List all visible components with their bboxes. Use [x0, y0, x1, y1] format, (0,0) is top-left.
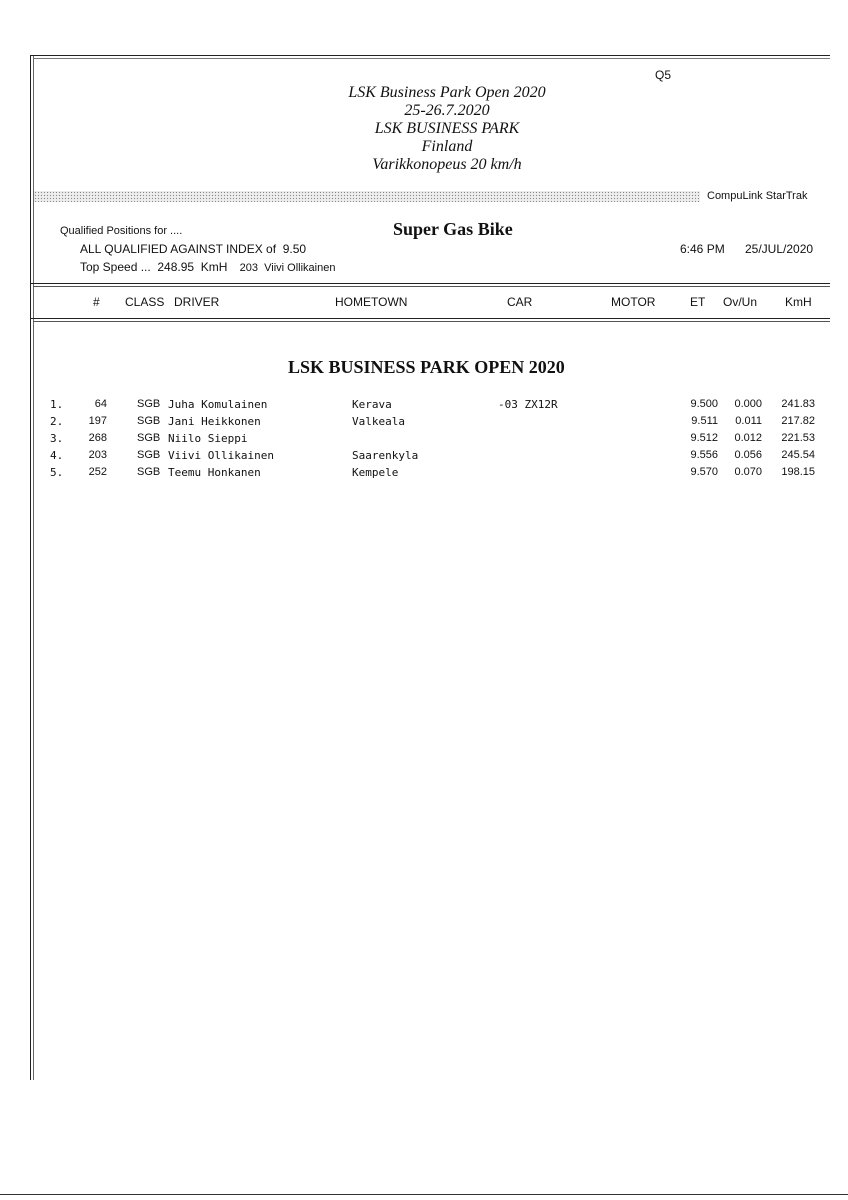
cell-ovun: 0.056	[734, 449, 762, 461]
cell-kmh: 198.15	[781, 466, 815, 478]
class-title: Super Gas Bike	[393, 219, 513, 239]
cell-driver: Jani Heikkonen	[168, 415, 261, 428]
cell-class: SGB	[137, 432, 161, 444]
cell-number: 252	[88, 466, 107, 478]
cell-position: 4.	[50, 449, 64, 462]
frame-top-line	[30, 55, 830, 56]
qualified-label: Qualified Positions for ....	[60, 225, 183, 237]
report-time: 6:46 PM	[680, 242, 725, 256]
cell-et: 9.511	[691, 415, 718, 427]
top-speed-driver: 203 Viivi Ollikainen	[239, 262, 336, 274]
event-dates: 25-26.7.2020	[404, 102, 490, 119]
frame-top-line-inner	[33, 58, 830, 59]
col-header-class: CLASS	[125, 295, 165, 309]
cell-kmh: 241.83	[781, 398, 815, 410]
cell-kmh: 217.82	[781, 415, 815, 427]
col-header-et: ET	[690, 295, 706, 309]
cell-position: 1.	[50, 398, 64, 411]
cell-position: 3.	[50, 432, 64, 445]
header-rule-top	[30, 283, 830, 284]
cell-number: 197	[88, 415, 107, 427]
cell-hometown: Valkeala	[352, 415, 405, 428]
index-line: ALL QUALIFIED AGAINST INDEX of 9.50	[80, 242, 307, 256]
section-title: LSK BUSINESS PARK OPEN 2020	[288, 357, 565, 377]
page-bottom-line	[0, 1194, 848, 1195]
col-header-number: #	[93, 295, 100, 309]
cell-number: 268	[88, 432, 107, 444]
cell-kmh: 245.54	[781, 449, 815, 461]
software-credit: CompuLink StarTrak	[707, 190, 808, 202]
col-header-hometown: HOMETOWN	[335, 295, 408, 309]
cell-ovun: 0.000	[734, 398, 762, 410]
page-code: Q5	[655, 68, 672, 82]
cell-driver: Teemu Honkanen	[168, 466, 261, 479]
cell-ovun: 0.070	[734, 466, 762, 478]
event-name: LSK Business Park Open 2020	[348, 84, 546, 101]
header-rule-top-inner	[33, 286, 830, 287]
cell-position: 5.	[50, 466, 64, 479]
cell-hometown: Kempele	[352, 466, 399, 479]
cell-et: 9.570	[690, 466, 718, 478]
event-country: Finland	[421, 138, 473, 155]
header-rule-bottom	[30, 318, 830, 319]
table-row	[0, 398, 848, 415]
frame-left-line	[30, 55, 31, 1080]
cell-et: 9.500	[690, 398, 718, 410]
event-header	[247, 84, 647, 174]
col-header-ovun: Ov/Un	[723, 295, 758, 309]
table-row	[0, 432, 848, 449]
cell-hometown: Kerava	[352, 398, 392, 411]
cell-ovun: 0.011	[735, 415, 762, 427]
cell-driver: Niilo Sieppi	[168, 432, 248, 445]
cell-et: 9.556	[690, 449, 718, 461]
cell-position: 2.	[50, 415, 64, 428]
event-pit-speed: Varikkonopeus 20 km/h	[372, 156, 522, 173]
cell-kmh: 221.53	[781, 432, 815, 444]
top-speed-line	[80, 260, 335, 274]
dotted-band-overlay	[34, 191, 700, 202]
col-header-kmh: KmH	[785, 295, 812, 309]
table-row	[0, 449, 848, 466]
cell-et: 9.512	[690, 432, 718, 444]
col-header-motor: MOTOR	[611, 295, 656, 309]
report-date: 25/JUL/2020	[745, 242, 814, 256]
event-venue: LSK BUSINESS PARK	[374, 120, 520, 137]
cell-class: SGB	[137, 449, 161, 461]
table-row	[0, 415, 848, 432]
cell-class: SGB	[137, 466, 161, 478]
cell-ovun: 0.012	[734, 432, 762, 444]
cell-hometown: Saarenkyla	[352, 449, 419, 462]
cell-driver: Viivi Ollikainen	[168, 449, 274, 462]
table-row	[0, 466, 848, 483]
cell-number: 203	[88, 449, 107, 461]
col-header-driver: DRIVER	[174, 295, 220, 309]
cell-class: SGB	[137, 398, 161, 410]
cell-driver: Juha Komulainen	[168, 398, 268, 411]
top-speed-value: Top Speed ... 248.95 KmH	[80, 260, 228, 274]
cell-class: SGB	[137, 415, 161, 427]
col-header-car: CAR	[507, 295, 533, 309]
header-rule-bottom-inner	[33, 321, 830, 322]
cell-number: 64	[94, 398, 107, 410]
cell-car: -03 ZX12R	[498, 398, 558, 411]
frame-left-line-inner	[33, 55, 34, 1080]
